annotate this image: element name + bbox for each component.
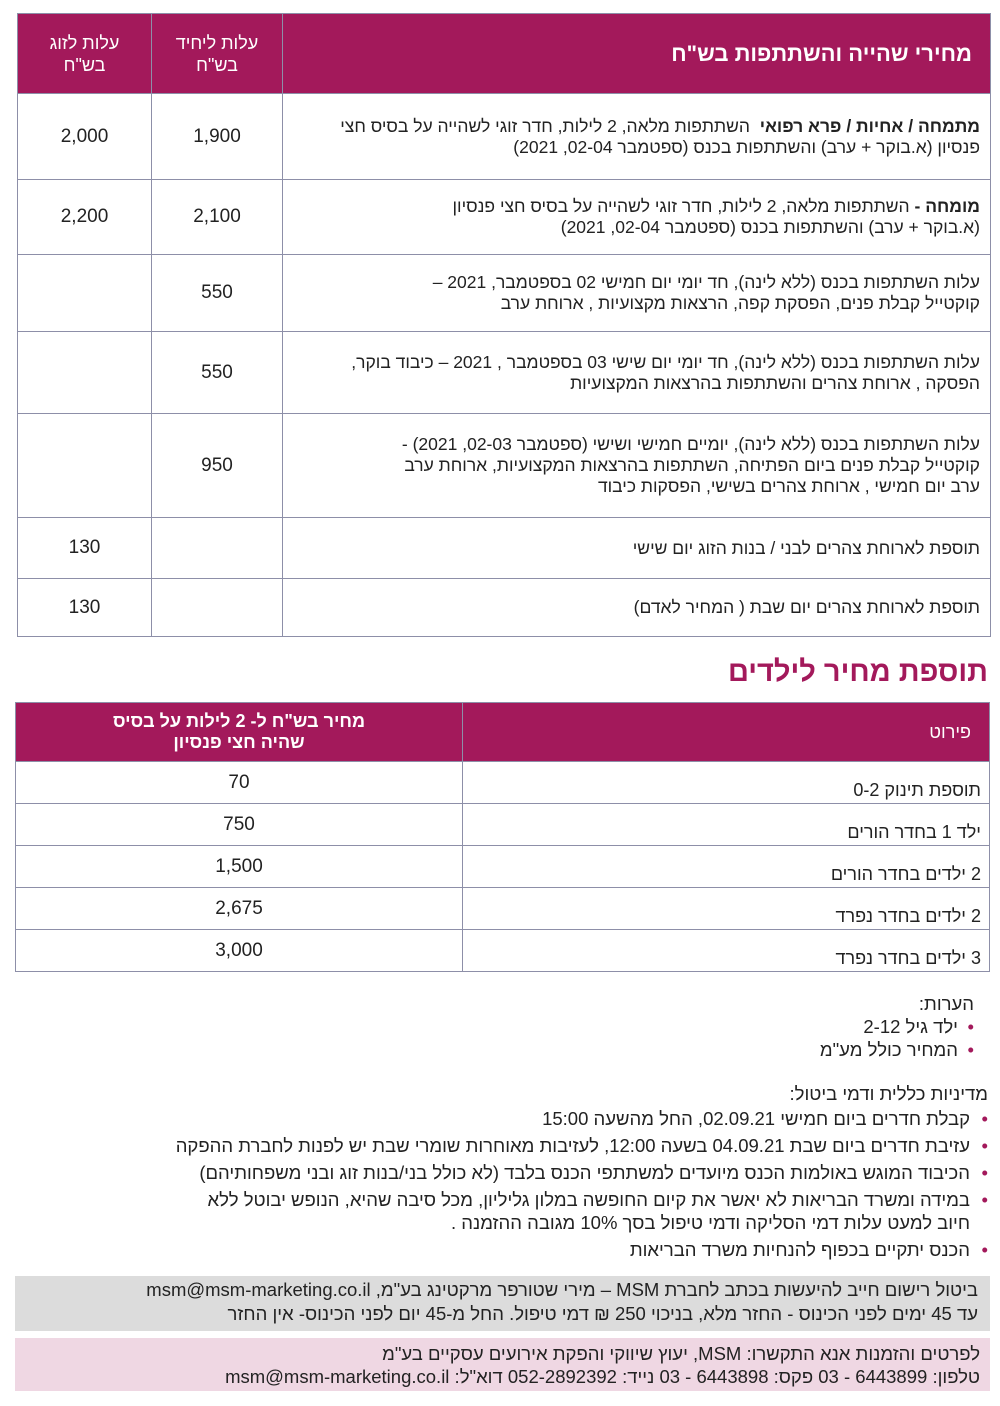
list-item <box>18 1188 988 1234</box>
couple-price <box>18 332 152 414</box>
row-text-line: עלות השתתפות בכנס (ללא לינה), חד יומי יום שישי 03 בספטמבר , 2021 – כיבוד בוקר, <box>351 351 980 372</box>
notes-title: הערות: <box>918 993 974 1014</box>
contact-line: לפרטים והזמנות אנא התקשרו: MSM, יעוץ שיווקי והפקת אירועים עסקיים בע"מ <box>382 1343 980 1364</box>
single-price: 550 <box>152 255 283 332</box>
policy-item-line: חיוב למעט עלות דמי הסליקה ודמי טיפול בסך 10% מגובה ההזמנה . <box>451 1212 970 1233</box>
row-text-line: תוספת לארוחת צהרים יום שבת ( המחיר לאדם) <box>633 597 980 617</box>
single-cost-header <box>152 14 283 94</box>
list-item: • הכנס יתקיים בכפוף להנחיות משרד הבריאות <box>18 1238 988 1261</box>
table-row <box>16 846 990 888</box>
row-description <box>283 180 991 255</box>
table-row <box>18 414 991 518</box>
policy-title: מדיניות כללית ודמי ביטול: <box>789 1083 988 1104</box>
cancellation-box <box>15 1276 990 1331</box>
list-item: • ילד גיל 2-12 <box>820 1015 974 1038</box>
table-row <box>18 518 991 579</box>
row-description <box>283 414 991 518</box>
policy-item-line: • במידה ומשרד הבריאות לא יאשר את קיום החופשה במלון גליליון, מכל סיבה שהיא, הנופש יבוטל ללא <box>207 1189 970 1210</box>
kids-row-price: 750 <box>16 804 463 846</box>
list-item: • קבלת חדרים ביום חמישי 02.09.21, החל מהשעה 15:00 <box>18 1107 988 1130</box>
single-cost-header-line1: עלות ליחיד <box>175 32 259 53</box>
row-text-line: קוקטייל קבלת פנים ביום הפתיחה, השתתפות בהרצאות המקצועיות, ארוחת ערב <box>404 455 980 475</box>
couple-price: 2,200 <box>18 180 152 255</box>
pricing-table-header <box>18 14 991 94</box>
couple-price: 2,000 <box>18 94 152 180</box>
row-text-line: עלות השתתפות בכנס (ללא לינה), יומיים חמישי ושישי (ספטמבר 02-03, 2021) - <box>401 434 980 454</box>
row-text-line: השתתפות מלאה, 2 לילות, חדר זוגי לשהייה על בסיס חצי פנסיון <box>452 196 910 216</box>
kids-price-table <box>15 702 990 972</box>
table-row <box>16 762 990 804</box>
single-price: 1,900 <box>152 94 283 180</box>
couple-cost-header-line1: עלות לזוג <box>49 32 120 53</box>
couple-price: 130 <box>18 579 152 637</box>
kids-row-price: 1,500 <box>16 846 463 888</box>
kids-row-label: תוספת תינוק 0-2 <box>463 762 990 804</box>
couple-cost-header <box>18 14 152 94</box>
policy-list <box>18 1107 988 1261</box>
couple-price: 130 <box>18 518 152 579</box>
kids-row-price: 3,000 <box>16 930 463 972</box>
kids-row-price: 70 <box>16 762 463 804</box>
price-header-line1: מחיר בש"ח ל- 2 לילות על בסיס <box>112 711 366 731</box>
row-description <box>283 94 991 180</box>
list-item: • עזיבת חדרים ביום שבת 04.09.21 בשעה 12:00, לעזיבות מאוחרות שומרי שבת יש לפנות לחברת ההפקה <box>18 1134 988 1157</box>
single-cost-header-line2: בש"ח <box>196 54 238 75</box>
single-price: 950 <box>152 414 283 518</box>
row-category: מתמחה / אחיות / פרא רפואי <box>759 115 980 136</box>
kids-row-price: 2,675 <box>16 888 463 930</box>
price-header-line2: שהיה חצי פנסיון <box>173 732 305 752</box>
table-row <box>18 255 991 332</box>
table-row <box>16 804 990 846</box>
notes-list <box>820 1015 974 1061</box>
kids-row-label: ילד 1 בחדר הורים <box>463 804 990 846</box>
detail-header: פירוט <box>463 703 990 762</box>
list-item: • הכיבוד המוגש באולמות הכנס מיועדים למשתתפי הכנס בלבד (לא כולל בני/בנות זוג ובני משפחותיהם) <box>18 1161 988 1184</box>
contact-box <box>15 1338 990 1391</box>
table-row <box>18 180 991 255</box>
row-text-line: השתתפות מלאה, 2 לילות, חדר זוגי לשהייה על בסיס חצי <box>340 115 750 136</box>
row-description <box>283 332 991 414</box>
kids-row-label: 2 ילדים בחדר נפרד <box>463 888 990 930</box>
table-row <box>18 94 991 180</box>
table-row <box>16 888 990 930</box>
cancellation-line: עד 45 ימים לפני הכינוס - החזר מלא, בניכוי 250 ₪ דמי טיפול. החל מ-45 יום לפני הכינוס- אין החזר <box>227 1303 978 1324</box>
row-text-line: הפסקה , ארוחת צהרים והשתתפות בהרצאות המקצועיות <box>570 372 980 393</box>
single-price <box>152 579 283 637</box>
cancellation-line: ביטול רישום חייב להיעשות בכתב לחברת MSM – מירי שטורפר מרקטינג בע"מ, msm@msm-marketing.co.il <box>146 1279 978 1300</box>
couple-price <box>18 255 152 332</box>
row-description <box>283 255 991 332</box>
contact-line: טלפון: 6443899 - 03 פקס: 6443898 - 03 נייד: 052-2892392 דוא"ל: msm@msm-marketing.co.il <box>225 1366 980 1387</box>
kids-row-label: 3 ילדים בחדר נפרד <box>463 930 990 972</box>
kids-row-label: 2 ילדים בחדר הורים <box>463 846 990 888</box>
notes-section <box>820 992 974 1061</box>
row-description <box>283 518 991 579</box>
pricing-table <box>17 13 991 637</box>
policy-section <box>18 1082 988 1265</box>
list-item: • המחיר כולל מע"מ <box>820 1038 974 1061</box>
table-row <box>16 930 990 972</box>
row-text-line: פנסיון (א.בוקר + ערב) והשתתפות בכנס (ספטמבר 02-04, 2021) <box>513 136 980 157</box>
row-category: מומחה - <box>914 196 980 216</box>
single-price: 550 <box>152 332 283 414</box>
price-header <box>16 703 463 762</box>
row-text-line: תוספת לארוחת צהרים לבני / בנות הזוג יום שישי <box>632 537 980 558</box>
single-price <box>152 518 283 579</box>
table-row <box>18 579 991 637</box>
row-description <box>283 579 991 637</box>
row-text-line: קוקטייל קבלת פנים, הפסקת קפה, הרצאות מקצועיות , ארוחת ערב <box>500 293 980 313</box>
table-row <box>18 332 991 414</box>
kids-table-header <box>16 703 990 762</box>
kids-section-title: תוספת מחיר לילדים <box>727 656 988 688</box>
row-text-line: (א.בוקר + ערב) והשתתפות בכנס (ספטמבר 02-04, 2021) <box>560 217 980 237</box>
pricing-table-title: מחירי שהייה והשתתפות בש"ח <box>283 14 991 94</box>
single-price: 2,100 <box>152 180 283 255</box>
couple-price <box>18 414 152 518</box>
row-text-line: ערב יום חמישי , ארוחת צהרים בשישי, הפסקות כיבוד <box>597 476 980 496</box>
couple-cost-header-line2: בש"ח <box>63 54 106 75</box>
row-text-line: עלות השתתפות בכנס (ללא לינה), חד יומי יום חמישי 02 בספטמבר, 2021 – <box>432 272 980 292</box>
